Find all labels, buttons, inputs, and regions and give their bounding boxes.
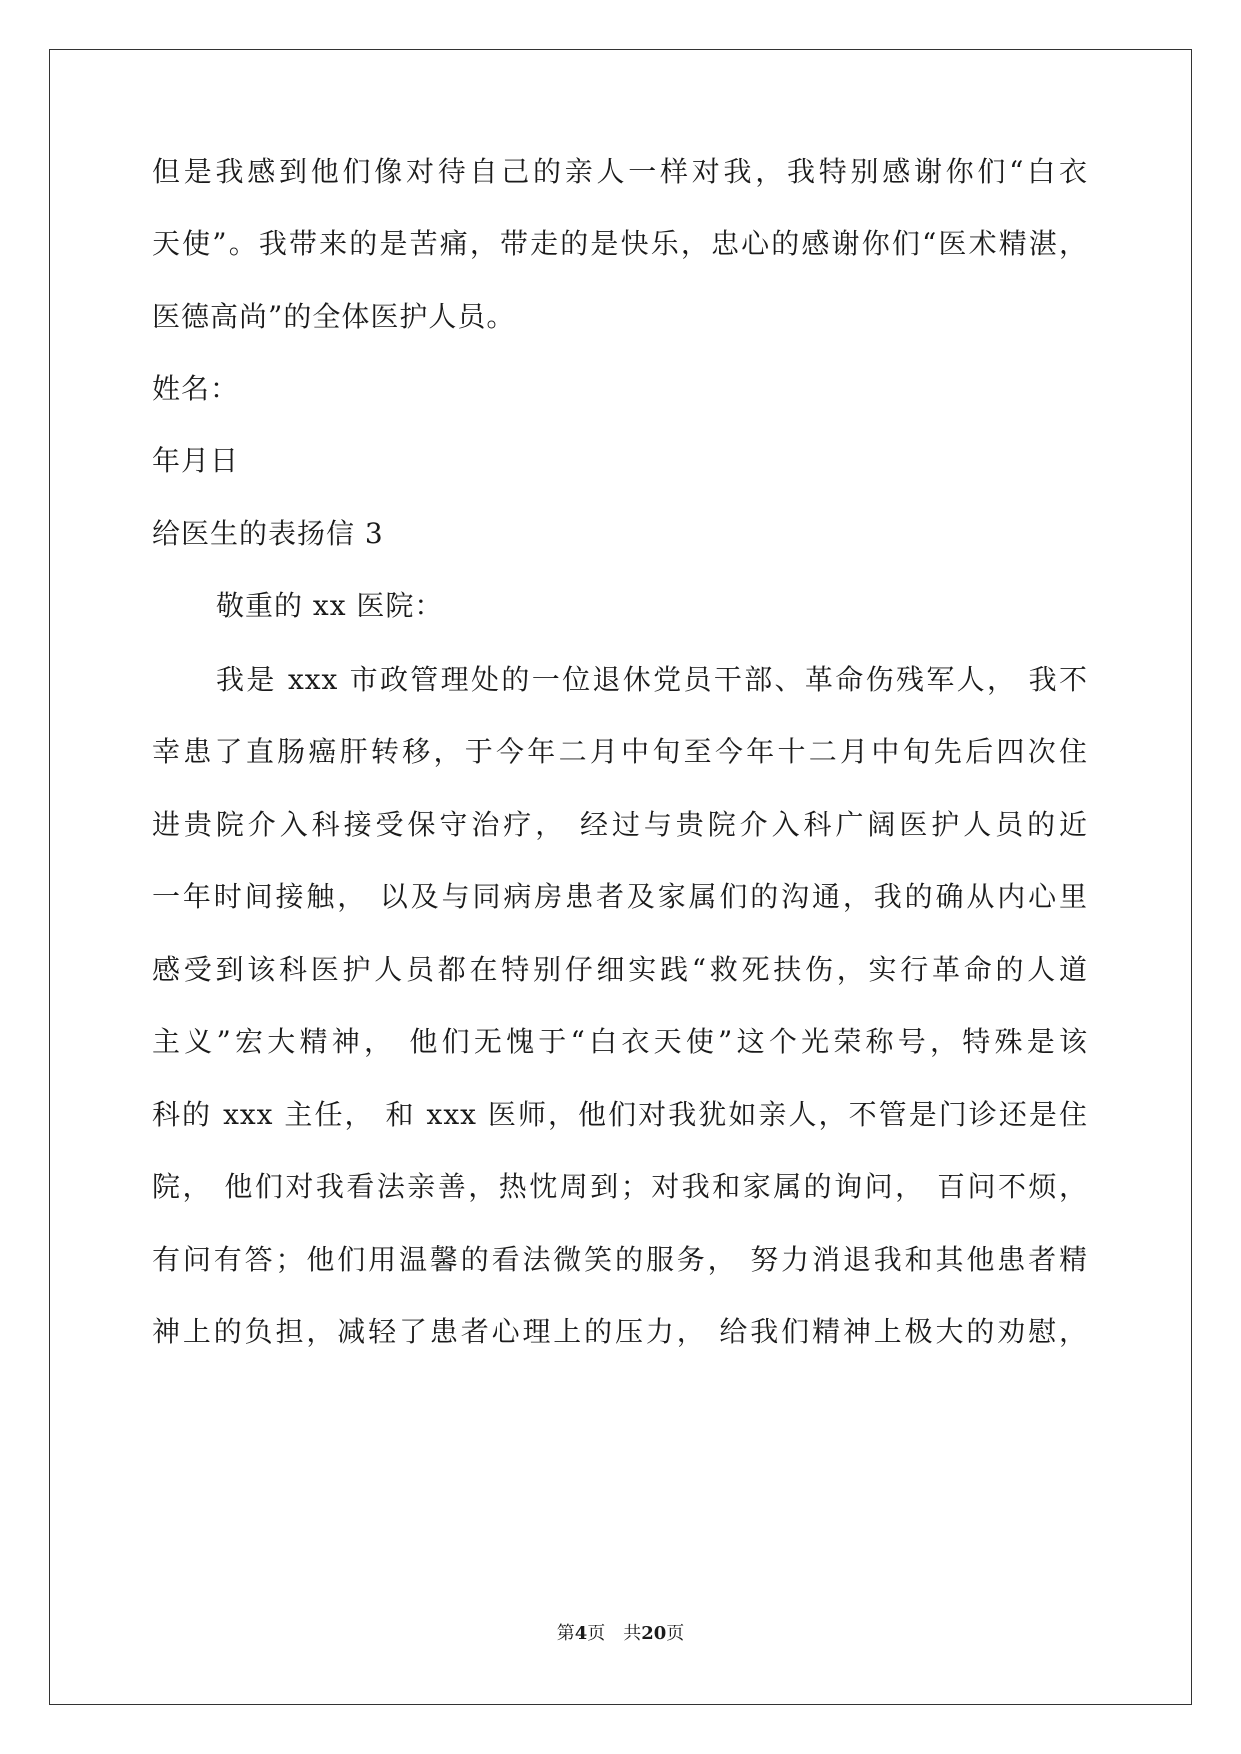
body-text-line: 感受到该科医护人员都在特别仔细实践“救死扶伤，实行革命的人道 xyxy=(152,953,1088,986)
body-text-line: 进贵院介入科接受保守治疗， 经过与贵院介入科广阔医护人员的近 xyxy=(152,808,1088,841)
body-text-line: 一年时间接触， 以及与同病房患者及家属们的沟通，我的确从内心里 xyxy=(152,880,1088,913)
body-text-line: 有问有答；他们用温馨的看法微笑的服务， 努力消退我和其他患者精 xyxy=(152,1243,1088,1276)
body-text-line: 但是我感到他们像对待自己的亲人一样对我，我特别感谢你们“白衣 xyxy=(152,155,1088,188)
body-text-line: 幸患了直肠癌肝转移，于今年二月中旬至今年十二月中旬先后四次住 xyxy=(152,735,1088,768)
total-pages-label: 共20页 xyxy=(623,1623,685,1644)
body-text-line: 科的 xxx 主任， 和 xxx 医师，他们对我犹如亲人，不管是门诊还是住 xyxy=(152,1098,1088,1131)
body-text-line: 神上的负担，减轻了患者心理上的压力， 给我们精神上极大的劝慰， xyxy=(152,1315,1088,1348)
body-text-line: 医德高尚”的全体医护人员。 xyxy=(152,300,516,333)
letter-salutation: 敬重的 xx 医院： xyxy=(216,589,444,622)
body-text-line: 主义”宏大精神， 他们无愧于“白衣天使”这个光荣称号，特殊是该 xyxy=(152,1025,1088,1058)
page-number-label: 第4页 xyxy=(556,1623,606,1644)
body-text-line: 我是 xxx 市政管理处的一位退休党员干部、革命伤残军人， 我不 xyxy=(216,663,1088,696)
letter-heading: 给医生的表扬信 3 xyxy=(152,517,384,550)
body-text-line: 院， 他们对我看法亲善，热忱周到；对我和家属的询问， 百问不烦， xyxy=(152,1170,1088,1203)
page-footer xyxy=(0,1622,1241,1646)
signature-date-label: 年月日 xyxy=(152,444,240,477)
body-text-line: 天使”。我带来的是苦痛，带走的是快乐，忠心的感谢你们“医术精湛， xyxy=(152,227,1088,260)
signature-name-label: 姓名： xyxy=(152,372,240,405)
